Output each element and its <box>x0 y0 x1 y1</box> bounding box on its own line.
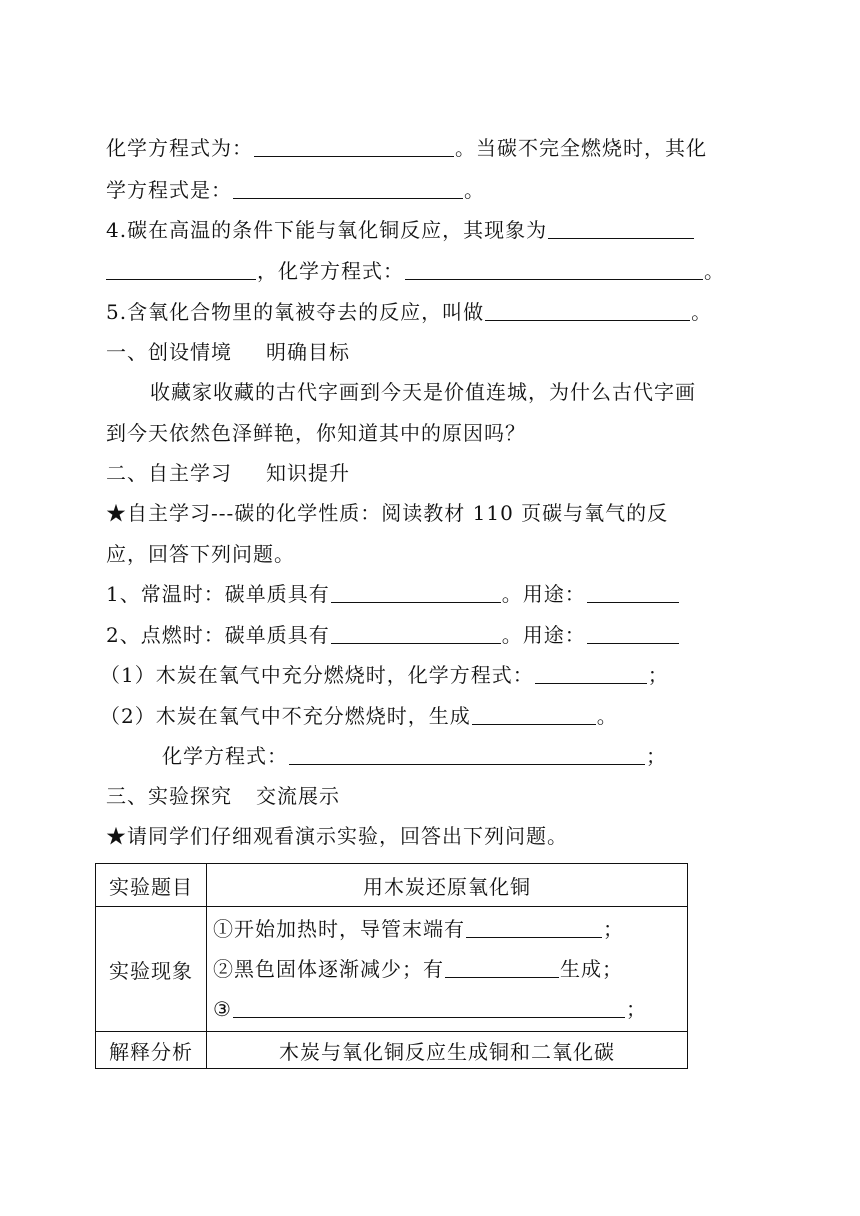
fill-blank[interactable] <box>331 580 501 603</box>
line-11-text: 应，回答下列问题。 <box>106 542 295 566</box>
phenomenon-3-text: ③ <box>213 997 232 1021</box>
table-row <box>96 864 688 907</box>
table-row <box>96 907 688 1032</box>
text-line-13 <box>106 620 800 650</box>
table-row <box>96 1032 688 1069</box>
text-line-7 <box>150 377 800 407</box>
text-line-10 <box>106 498 800 528</box>
text-line-5 <box>106 297 800 327</box>
line-1-text-b: 。当碳不完全燃烧时，其化 <box>455 136 707 160</box>
line-15-text-b: 。 <box>596 704 618 728</box>
line-4-text-b: 。 <box>704 259 725 283</box>
section-2-subtitle: 知识提升 <box>266 461 350 485</box>
section-3-subtitle: 交流展示 <box>256 784 340 808</box>
phenomenon-1-end: ； <box>603 917 624 941</box>
text-line-16 <box>162 741 800 771</box>
phenomenon-item-2 <box>207 949 687 989</box>
text-line-12 <box>106 579 800 609</box>
table-head-analysis: 解释分析 <box>96 1032 207 1069</box>
section-2-label: 二、自主学习 <box>106 461 232 485</box>
fill-blank[interactable] <box>472 702 596 725</box>
table-head-phenomenon: 实验现象 <box>96 907 207 1032</box>
line-15-text-a: （2）木炭在氧气中不充分燃烧时，生成 <box>100 704 471 728</box>
line-13-text-a: 2、点燃时：碳单质具有 <box>106 623 330 647</box>
fill-blank[interactable] <box>587 621 679 644</box>
fill-blank[interactable] <box>331 621 501 644</box>
text-line-4 <box>106 256 800 286</box>
line-16-text-a: 化学方程式： <box>162 744 288 768</box>
text-line-18 <box>106 821 800 851</box>
fill-blank[interactable] <box>548 216 694 239</box>
text-line-1 <box>106 133 800 163</box>
line-2-text-b: 。 <box>464 178 485 202</box>
text-line-11 <box>106 539 800 569</box>
line-10-text: ★自主学习---碳的化学性质：阅读教材 110 页碳与氧气的反 <box>106 501 669 525</box>
fill-blank[interactable] <box>289 742 645 765</box>
text-line-15 <box>100 701 800 731</box>
table-value-title: 用木炭还原氧化铜 <box>207 864 688 907</box>
text-line-8 <box>106 418 800 448</box>
line-8-text: 到今天依然色泽鲜艳，你知道其中的原因吗？ <box>106 421 526 445</box>
fill-blank[interactable] <box>535 661 647 684</box>
phenomenon-3-end: ； <box>625 997 647 1021</box>
fill-blank[interactable] <box>106 257 256 280</box>
text-line-14 <box>100 660 800 690</box>
phenomenon-item-1 <box>207 909 687 949</box>
fill-blank[interactable] <box>445 955 559 978</box>
phenomenon-item-3 <box>207 989 687 1029</box>
experiment-table <box>95 863 688 1069</box>
fill-blank[interactable] <box>233 995 625 1018</box>
phenomenon-2-text: ②黑色固体逐渐减少；有 <box>213 957 444 981</box>
line-5-text-a: 5.含氧化合物里的氧被夺去的反应，叫做 <box>106 300 485 324</box>
text-line-3 <box>106 215 800 245</box>
section-heading-2 <box>106 458 800 488</box>
line-13-text-b: 。用途： <box>501 623 586 647</box>
section-1-label: 一、创设情境 <box>106 340 232 364</box>
line-7-text: 收藏家收藏的古代字画到今天是价值连城，为什么古代字画 <box>150 380 696 404</box>
line-18-text: ★请同学们仔细观看演示实验，回答出下列问题。 <box>106 824 568 848</box>
line-4-text-a: ，化学方程式： <box>257 259 404 283</box>
section-heading-3 <box>106 781 800 811</box>
section-3-label: 三、实验探究 <box>106 784 232 808</box>
fill-blank[interactable] <box>587 580 679 603</box>
line-1-text-a: 化学方程式为： <box>106 136 253 160</box>
phenomenon-2-end: 生成； <box>560 957 623 981</box>
table-phenomenon-cell <box>207 907 688 1032</box>
line-14-text-a: （1）木炭在氧气中充分燃烧时，化学方程式： <box>100 663 534 687</box>
section-heading-1 <box>106 337 800 367</box>
line-2-text-a: 学方程式是： <box>106 178 232 202</box>
line-12-text-a: 1、常温时：碳单质具有 <box>106 582 330 606</box>
line-3-text-a: 4.碳在高温的条件下能与氧化铜反应，其现象为 <box>106 218 548 242</box>
line-5-text-b: 。 <box>691 300 713 324</box>
fill-blank[interactable] <box>466 915 602 938</box>
fill-blank[interactable] <box>233 176 463 199</box>
fill-blank[interactable] <box>254 134 454 157</box>
phenomenon-1-text: ①开始加热时，导管末端有 <box>213 917 465 941</box>
line-14-text-b: ； <box>647 663 669 687</box>
fill-blank[interactable] <box>485 298 690 321</box>
table-value-analysis: 木炭与氧化铜反应生成铜和二氧化碳 <box>207 1032 688 1069</box>
line-12-text-b: 。用途： <box>501 582 586 606</box>
text-line-2 <box>106 175 800 205</box>
line-16-text-b: ； <box>646 744 667 768</box>
fill-blank[interactable] <box>405 257 703 280</box>
section-1-subtitle: 明确目标 <box>266 340 350 364</box>
table-head-title: 实验题目 <box>96 864 207 907</box>
